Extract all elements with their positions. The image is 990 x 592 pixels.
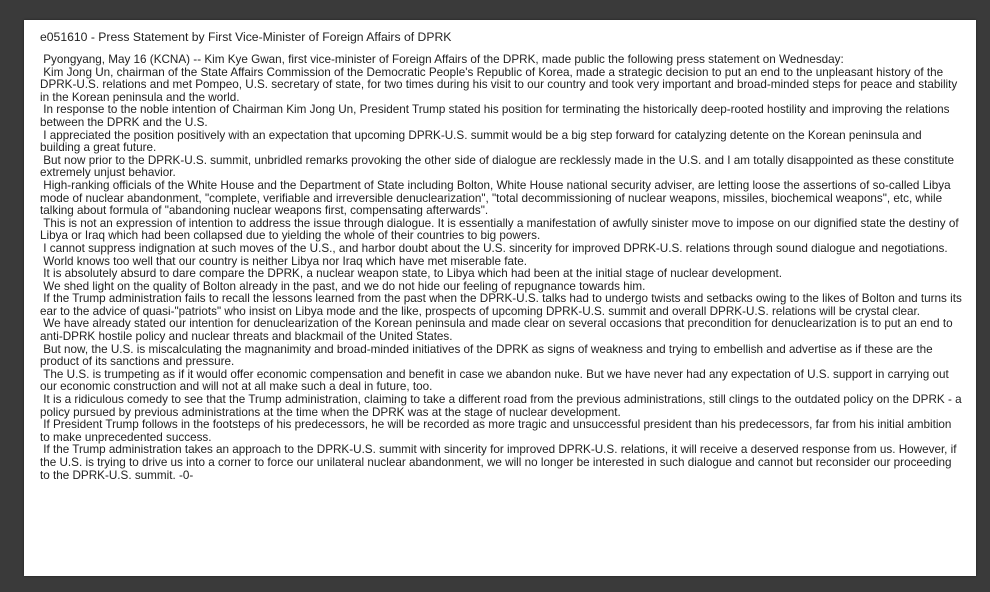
paragraph: But now, the U.S. is miscalculating the magnanimity and broad-minded initiatives of the DPRK as signs of weakness and trying to embellish and advertise as if these are the product of its sanctions and pressure. xyxy=(40,342,936,369)
paragraph: This is not an expression of intention to address the issue through dialogue. It is essentially a manifestation of awfully sinister move to impose on our dignified state the destiny of Libya or Iraq which had been collapsed due to yielding the whole of their countries to big powers. xyxy=(40,216,962,243)
paragraph: If the Trump administration takes an approach to the DPRK-U.S. summit with sincerity for improved DPRK-U.S. relations, it will receive a deserved response from us. However, if the U.S. is trying to drive us into a corner to force our unilateral nuclear abandonment, we will no longer be interested in such dialogue and cannot but reconsider our proceeding to the DPRK-U.S. summit. -0- xyxy=(40,443,960,482)
paragraph: If the Trump administration fails to recall the lessons learned from the past when the DPRK-U.S. talks had to undergo twists and setbacks owing to the likes of Bolton and turns its ear to the advice of quasi-"patriots" who insist on Libya mode and the like, prospects of upcoming DPRK-U.S. summit and overall DPRK-U.S. relations will be crystal clear. xyxy=(40,292,966,318)
paragraph: I appreciated the position positively with an expectation that upcoming DPRK-U.S. summit would be a big step forward for catalyzing detente on the Korean peninsula and building a great future. xyxy=(40,128,925,155)
document-page xyxy=(24,20,976,576)
paragraph: I cannot suppress indignation at such moves of the U.S., and harbor doubt about the U.S. sincerity for improved DPRK-U.S. relations through sound dialogue and negotiations. xyxy=(40,241,948,255)
paragraph: World knows too well that our country is neither Libya nor Iraq which have met miserable fate. xyxy=(40,254,527,268)
paragraph: It is a ridiculous comedy to see that the Trump administration, claiming to take a different road from the previous administrations, still clings to the outdated policy on the DPRK - a policy pursued by previous administrations at the time when the DPRK was at the stage of nuclear development. xyxy=(40,393,965,419)
paragraph: Kim Jong Un, chairman of the State Affairs Commission of the Democratic People's Republic of Korea, made a strategic decision to put an end to the unpleasant history of the DPRK-U.S. relations and met Pompeo, U.S. secretary of state, for two times during his visit to our country and took very important and broad-minded steps for peace and stability in the Korean peninsula and the world. xyxy=(40,65,961,104)
paragraph: Pyongyang, May 16 (KCNA) -- Kim Kye Gwan, first vice-minister of Foreign Affairs of the DPRK, made public the following press statement on Wednesday: xyxy=(40,53,844,66)
paragraph: The U.S. is trumpeting as if it would offer economic compensation and benefit in case we abandon nuke. But we have never had any expectation of U.S. support in carrying out our economic construction and will not at all make such a deal in future, too. xyxy=(40,367,952,394)
paragraph: In response to the noble intention of Chairman Kim Jong Un, President Trump stated his position for terminating the historically deep-rooted hostility and improving the relations between the DPRK and the U.S. xyxy=(40,103,953,129)
paragraph: We shed light on the quality of Bolton already in the past, and we do not hide our feeling of repugnance towards him. xyxy=(40,279,646,293)
document-title: e051610 - Press Statement by First Vice-Minister of Foreign Affairs of DPRK xyxy=(40,30,452,44)
document-body xyxy=(40,53,966,482)
paragraph: We have already stated our intention for denuclearization of the Korean peninsula and made clear on several occasions that precondition for denuclearization is to put an end to anti-DPRK hostile policy and nuclear threats and blackmail of the United States. xyxy=(40,317,956,344)
paragraph: It is absolutely absurd to dare compare the DPRK, a nuclear weapon state, to Libya which had been at the initial stage of nuclear development. xyxy=(40,267,782,281)
paragraph: But now prior to the DPRK-U.S. summit, unbridled remarks provoking the other side of dialogue are recklessly made in the U.S. and I am totally disappointed as these constitute extremely unjust behavior. xyxy=(40,153,958,180)
paragraph: If President Trump follows in the footsteps of his predecessors, he will be recorded as more tragic and unsuccessful president than his predecessors, far from his initial ambition to make unprecedented success. xyxy=(40,418,955,444)
paragraph: High-ranking officials of the White House and the Department of State including Bolton, White House national security adviser, are letting loose the assertions of so-called Libya mode of nuclear abandonment, "complete, verifiable and irreversible denuclearization", "total decommissioning of nuclear weapons, missiles, biochemical weapons", etc, while talking about formula of "abandoning nuclear weapons first, compensating afterwards". xyxy=(40,178,954,218)
